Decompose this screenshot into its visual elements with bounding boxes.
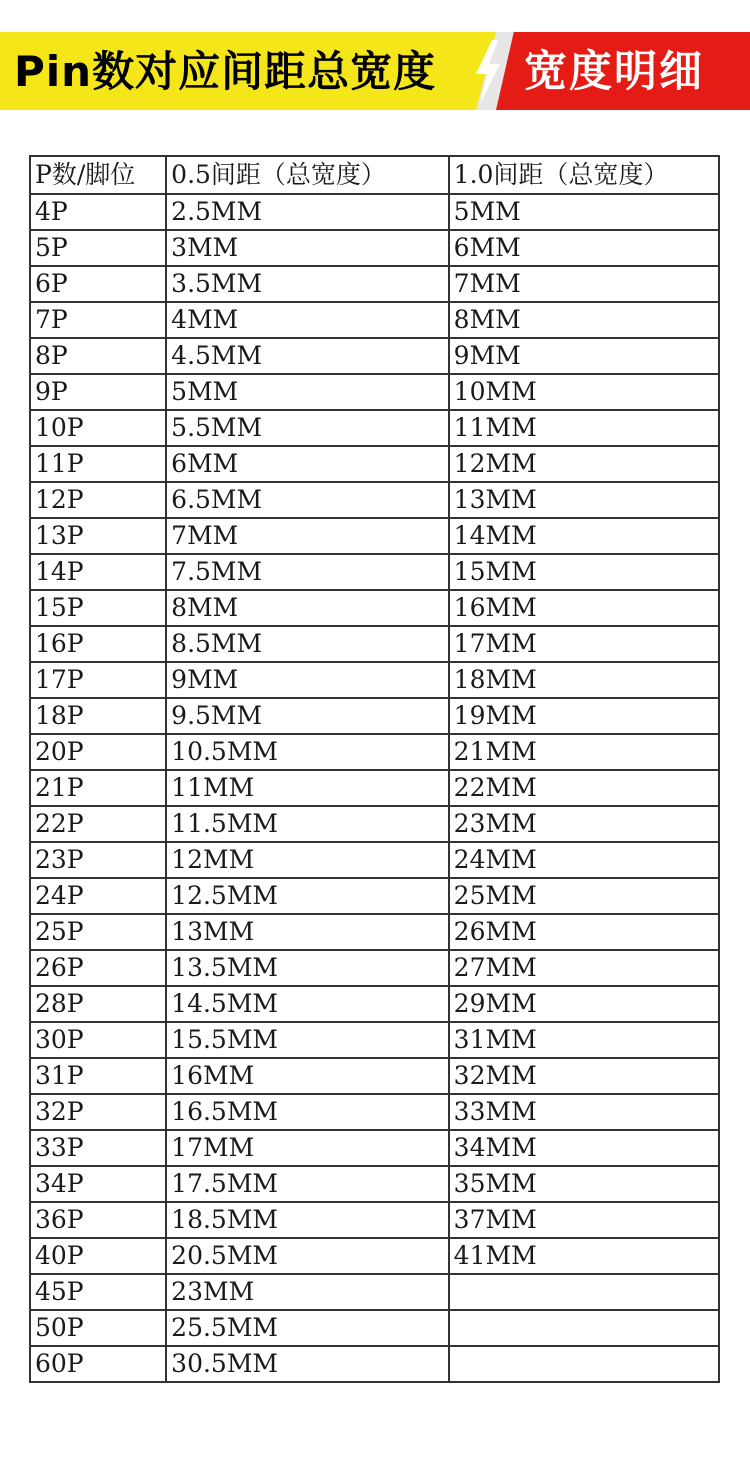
cell-width-1-0-pitch: 11MM xyxy=(449,410,719,446)
cell-pin-count: 24P xyxy=(30,878,166,914)
cell-pin-count: 23P xyxy=(30,842,166,878)
table-row xyxy=(30,842,719,878)
cell-pin-count: 60P xyxy=(30,1346,166,1382)
cell-width-0-5-pitch: 16.5MM xyxy=(166,1094,449,1130)
cell-width-1-0-pitch: 14MM xyxy=(449,518,719,554)
cell-width-0-5-pitch: 7.5MM xyxy=(166,554,449,590)
cell-width-1-0-pitch: 7MM xyxy=(449,266,719,302)
cell-width-0-5-pitch: 8MM xyxy=(166,590,449,626)
cell-width-1-0-pitch: 19MM xyxy=(449,698,719,734)
table-row xyxy=(30,1274,719,1310)
cell-width-1-0-pitch: 6MM xyxy=(449,230,719,266)
cell-width-0-5-pitch: 10.5MM xyxy=(166,734,449,770)
header-pin-count: P数/脚位 xyxy=(30,156,166,194)
header-pitch-1-0: 1.0间距（总宽度） xyxy=(449,156,719,194)
table-row xyxy=(30,1238,719,1274)
cell-width-0-5-pitch: 3MM xyxy=(166,230,449,266)
cell-width-0-5-pitch: 12.5MM xyxy=(166,878,449,914)
header-pitch-0-5: 0.5间距（总宽度） xyxy=(166,156,449,194)
table-row xyxy=(30,518,719,554)
table-header-row xyxy=(30,156,719,194)
cell-pin-count: 18P xyxy=(30,698,166,734)
cell-width-1-0-pitch: 24MM xyxy=(449,842,719,878)
table-row xyxy=(30,734,719,770)
banner-right-title: 宽度明细 xyxy=(524,47,704,97)
cell-width-1-0-pitch: 29MM xyxy=(449,986,719,1022)
cell-width-0-5-pitch: 7MM xyxy=(166,518,449,554)
table-row xyxy=(30,770,719,806)
table-row xyxy=(30,446,719,482)
cell-width-1-0-pitch: 21MM xyxy=(449,734,719,770)
cell-pin-count: 15P xyxy=(30,590,166,626)
cell-width-1-0-pitch: 10MM xyxy=(449,374,719,410)
cell-pin-count: 25P xyxy=(30,914,166,950)
cell-pin-count: 26P xyxy=(30,950,166,986)
cell-width-0-5-pitch: 13MM xyxy=(166,914,449,950)
cell-width-1-0-pitch: 32MM xyxy=(449,1058,719,1094)
cell-width-0-5-pitch: 30.5MM xyxy=(166,1346,449,1382)
cell-width-1-0-pitch: 35MM xyxy=(449,1166,719,1202)
cell-width-1-0-pitch: 17MM xyxy=(449,626,719,662)
cell-pin-count: 9P xyxy=(30,374,166,410)
cell-width-1-0-pitch: 26MM xyxy=(449,914,719,950)
table-row xyxy=(30,302,719,338)
lightning-bolt-icon xyxy=(470,40,504,104)
cell-pin-count: 32P xyxy=(30,1094,166,1130)
cell-pin-count: 22P xyxy=(30,806,166,842)
cell-width-1-0-pitch: 23MM xyxy=(449,806,719,842)
cell-width-0-5-pitch: 14.5MM xyxy=(166,986,449,1022)
cell-width-1-0-pitch: 12MM xyxy=(449,446,719,482)
table-row xyxy=(30,1310,719,1346)
table-row xyxy=(30,950,719,986)
table-row xyxy=(30,1058,719,1094)
cell-width-0-5-pitch: 3.5MM xyxy=(166,266,449,302)
table-row xyxy=(30,1130,719,1166)
cell-width-1-0-pitch: 18MM xyxy=(449,662,719,698)
table-row xyxy=(30,1202,719,1238)
cell-width-1-0-pitch: 27MM xyxy=(449,950,719,986)
cell-width-0-5-pitch: 20.5MM xyxy=(166,1238,449,1274)
cell-pin-count: 30P xyxy=(30,1022,166,1058)
title-banner xyxy=(0,0,750,113)
cell-pin-count: 8P xyxy=(30,338,166,374)
cell-width-0-5-pitch: 4.5MM xyxy=(166,338,449,374)
cell-width-0-5-pitch: 8.5MM xyxy=(166,626,449,662)
table-row xyxy=(30,986,719,1022)
table-row xyxy=(30,374,719,410)
cell-pin-count: 13P xyxy=(30,518,166,554)
cell-width-0-5-pitch: 5MM xyxy=(166,374,449,410)
table-row xyxy=(30,338,719,374)
cell-width-0-5-pitch: 23MM xyxy=(166,1274,449,1310)
cell-pin-count: 6P xyxy=(30,266,166,302)
cell-pin-count: 11P xyxy=(30,446,166,482)
table-row xyxy=(30,590,719,626)
cell-width-1-0-pitch: 31MM xyxy=(449,1022,719,1058)
cell-width-0-5-pitch: 2.5MM xyxy=(166,194,449,230)
table-row xyxy=(30,482,719,518)
cell-width-0-5-pitch: 12MM xyxy=(166,842,449,878)
table-body xyxy=(30,194,719,1382)
cell-width-1-0-pitch: 15MM xyxy=(449,554,719,590)
table-row xyxy=(30,626,719,662)
cell-width-0-5-pitch: 9.5MM xyxy=(166,698,449,734)
cell-pin-count: 10P xyxy=(30,410,166,446)
cell-width-0-5-pitch: 6MM xyxy=(166,446,449,482)
cell-width-1-0-pitch: 22MM xyxy=(449,770,719,806)
cell-pin-count: 12P xyxy=(30,482,166,518)
cell-pin-count: 21P xyxy=(30,770,166,806)
cell-pin-count: 28P xyxy=(30,986,166,1022)
cell-pin-count: 45P xyxy=(30,1274,166,1310)
cell-pin-count: 14P xyxy=(30,554,166,590)
cell-width-1-0-pitch: 37MM xyxy=(449,1202,719,1238)
cell-width-0-5-pitch: 6.5MM xyxy=(166,482,449,518)
cell-width-0-5-pitch: 18.5MM xyxy=(166,1202,449,1238)
cell-pin-count: 4P xyxy=(30,194,166,230)
cell-pin-count: 5P xyxy=(30,230,166,266)
cell-width-0-5-pitch: 11.5MM xyxy=(166,806,449,842)
table-row xyxy=(30,914,719,950)
table-row xyxy=(30,410,719,446)
cell-pin-count: 20P xyxy=(30,734,166,770)
cell-width-1-0-pitch xyxy=(449,1310,719,1346)
cell-width-1-0-pitch: 33MM xyxy=(449,1094,719,1130)
cell-pin-count: 7P xyxy=(30,302,166,338)
table-row xyxy=(30,662,719,698)
cell-width-0-5-pitch: 16MM xyxy=(166,1058,449,1094)
cell-pin-count: 36P xyxy=(30,1202,166,1238)
cell-width-1-0-pitch: 41MM xyxy=(449,1238,719,1274)
pin-width-table xyxy=(29,155,720,1383)
table-row xyxy=(30,1346,719,1382)
cell-width-1-0-pitch: 13MM xyxy=(449,482,719,518)
cell-pin-count: 40P xyxy=(30,1238,166,1274)
cell-pin-count: 31P xyxy=(30,1058,166,1094)
cell-width-0-5-pitch: 9MM xyxy=(166,662,449,698)
cell-width-0-5-pitch: 17.5MM xyxy=(166,1166,449,1202)
table-row xyxy=(30,1166,719,1202)
cell-width-1-0-pitch xyxy=(449,1274,719,1310)
cell-width-1-0-pitch: 5MM xyxy=(449,194,719,230)
table-row xyxy=(30,554,719,590)
cell-width-1-0-pitch: 16MM xyxy=(449,590,719,626)
cell-width-1-0-pitch: 25MM xyxy=(449,878,719,914)
cell-width-1-0-pitch: 9MM xyxy=(449,338,719,374)
table-row xyxy=(30,806,719,842)
cell-pin-count: 16P xyxy=(30,626,166,662)
cell-width-0-5-pitch: 11MM xyxy=(166,770,449,806)
table-row xyxy=(30,1094,719,1130)
cell-width-0-5-pitch: 25.5MM xyxy=(166,1310,449,1346)
cell-width-0-5-pitch: 15.5MM xyxy=(166,1022,449,1058)
cell-width-1-0-pitch: 34MM xyxy=(449,1130,719,1166)
cell-pin-count: 34P xyxy=(30,1166,166,1202)
cell-width-0-5-pitch: 13.5MM xyxy=(166,950,449,986)
cell-pin-count: 50P xyxy=(30,1310,166,1346)
table-row xyxy=(30,266,719,302)
cell-pin-count: 17P xyxy=(30,662,166,698)
cell-width-0-5-pitch: 17MM xyxy=(166,1130,449,1166)
cell-width-0-5-pitch: 5.5MM xyxy=(166,410,449,446)
banner-left-title: Pin数对应间距总宽度 xyxy=(14,47,437,96)
cell-width-0-5-pitch: 4MM xyxy=(166,302,449,338)
cell-width-1-0-pitch xyxy=(449,1346,719,1382)
table-row xyxy=(30,878,719,914)
table-row xyxy=(30,1022,719,1058)
table-row xyxy=(30,230,719,266)
cell-pin-count: 33P xyxy=(30,1130,166,1166)
cell-width-1-0-pitch: 8MM xyxy=(449,302,719,338)
table-row xyxy=(30,698,719,734)
table-row xyxy=(30,194,719,230)
